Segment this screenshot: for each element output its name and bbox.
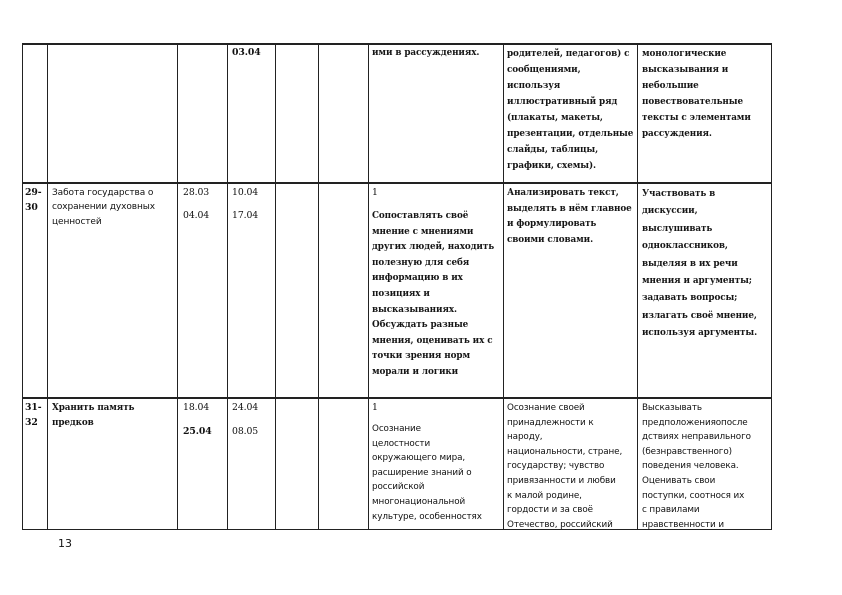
- table-top-border: [22, 43, 772, 45]
- row3-date-plan-2: 25.04: [183, 426, 212, 437]
- row3-content: Осознание целостности окружающего мира, расширение знаний о российской многонациональной культуре, особенностях: [372, 424, 482, 522]
- row-divider-1: [22, 182, 772, 184]
- row1-content: ими в рассуждениях.: [372, 48, 480, 58]
- row2-date-plan-1: 28.03: [183, 187, 210, 198]
- row3-number: 31- 32: [25, 402, 42, 428]
- row1-activity1: родителей, педагогов) с сообщениями, используя иллюстративный ряд (плакаты, макеты, презентации, отдельные слайды, таблицы, графики, схемы).: [507, 49, 634, 171]
- row1-activity2: монологические высказывания и небольшие повествовательные тексты с элементами рассуждения.: [642, 49, 751, 139]
- row3-hours: 1: [372, 402, 378, 413]
- row2-topic: Забота государства о сохранении духовных ценностей: [52, 188, 155, 227]
- col-border-8: [637, 43, 638, 530]
- row3-activity2: Высказывать предположенияопосле дствиях неправильного (безнравственного) поведения человека. Оценивать свои поступки, соотнося их с правилами нравственности и: [642, 403, 751, 530]
- col-border-2: [177, 43, 178, 530]
- row3-topic: Хранить память предков: [52, 403, 135, 428]
- col-border-9: [771, 43, 772, 530]
- row2-activity1: Анализировать текст, выделять в нём главное и формулировать своими словами.: [507, 188, 632, 245]
- row2-content: Сопоставлять своё мнение с мнениями других людей, находить полезную для себя информацию в их позициях и высказываниях. Обсуждать разные мнения, оценивать их с точки зрения норм морали и логики: [372, 211, 495, 377]
- col-border-3: [227, 43, 228, 530]
- row2-date-plan-2: 04.04: [183, 210, 210, 221]
- row2-activity2: Участвовать в дискуссии, выслушивать одноклассников, выделяя в их речи мнения и аргументы; задавать вопросы; излагать своё мнение, используя аргументы.: [642, 189, 758, 339]
- row2-date-fact-1: 10.04: [232, 187, 259, 198]
- col-border-6: [368, 43, 369, 530]
- row3-date-fact-2: 08.05: [232, 426, 259, 437]
- col-border-5: [318, 43, 319, 530]
- row2-hours: 1: [372, 187, 378, 198]
- row-divider-2: [22, 397, 772, 399]
- col-border-0: [22, 43, 23, 530]
- col-border-1: [47, 43, 48, 530]
- row3-date-fact-1: 24.04: [232, 402, 259, 413]
- page-number: 13: [58, 537, 72, 550]
- row2-number: 29- 30: [25, 187, 42, 213]
- col-border-7: [503, 43, 504, 530]
- col-border-4: [275, 43, 276, 530]
- row2-date-fact-2: 17.04: [232, 210, 259, 221]
- row3-date-plan-1: 18.04: [183, 402, 210, 413]
- row3-activity1: Осознание своей принадлежности к народу, национальности, стране, государству; чувство привязанности и любви к малой родине, гордости и за своё Отечество, российский: [507, 403, 623, 530]
- row1-date-fact: 03.04: [232, 47, 261, 58]
